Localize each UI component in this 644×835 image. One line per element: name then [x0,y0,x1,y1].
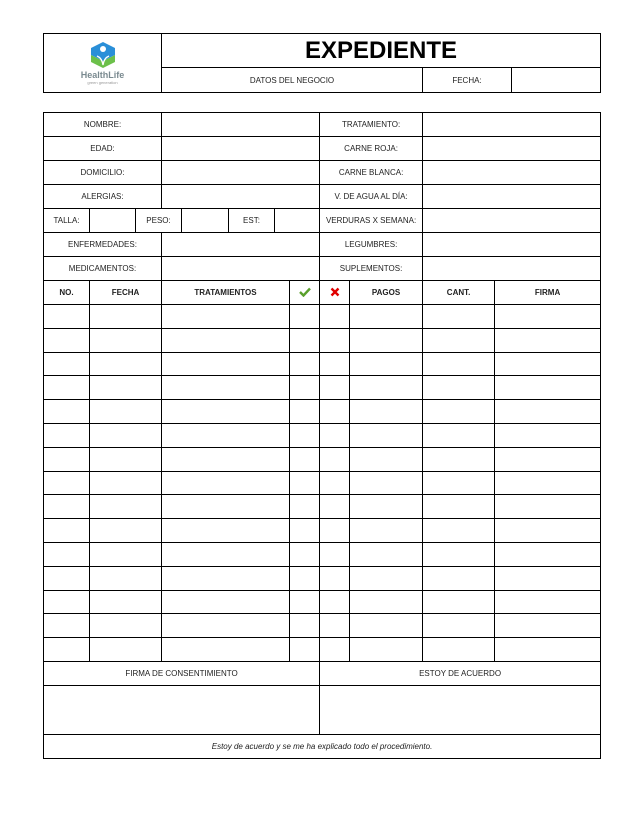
cell-rejected[interactable] [320,542,350,566]
verduras-label: VERDURAS X SEMANA: [320,209,423,233]
consent-signature-field[interactable] [44,685,320,734]
cell-firma[interactable] [495,447,601,471]
business-label: DATOS DEL NEGOCIO [162,68,423,93]
cell-no[interactable] [44,352,90,376]
alergias-label: ALERGIAS: [44,185,162,209]
cell-fecha[interactable] [90,305,162,329]
table-row [44,566,601,590]
date-field[interactable] [512,68,601,93]
cell-rejected[interactable] [320,495,350,519]
cell-pagos[interactable] [350,614,423,638]
cell-pagos[interactable] [350,305,423,329]
agree-signature-field[interactable] [320,685,601,734]
cell-tratamientos[interactable] [162,305,290,329]
cell-no[interactable] [44,519,90,543]
cell-cant[interactable] [423,447,495,471]
cell-cant[interactable] [423,376,495,400]
carne-roja-label: CARNE ROJA: [320,137,423,161]
logo-cell [44,34,162,93]
medicamentos-field[interactable] [162,257,320,281]
cell-firma[interactable] [495,638,601,662]
cell-rejected[interactable] [320,328,350,352]
table-row [44,519,601,543]
cell-approved[interactable] [290,590,320,614]
cell-no[interactable] [44,590,90,614]
table-row [44,590,601,614]
agree-label: ESTOY DE ACUERDO [320,661,601,685]
logo-name: HealthLife [80,70,125,80]
cell-rejected[interactable] [320,423,350,447]
suplementos-label: SUPLEMENTOS: [320,257,423,281]
table-row [44,376,601,400]
table-row [44,495,601,519]
cell-tratamientos[interactable] [162,519,290,543]
col-tratamientos: TRATAMIENTOS [162,281,290,305]
cell-rejected[interactable] [320,614,350,638]
cell-cant[interactable] [423,400,495,424]
col-cant: CANT. [423,281,495,305]
cell-approved[interactable] [290,400,320,424]
cell-no[interactable] [44,614,90,638]
cell-fecha[interactable] [90,352,162,376]
cell-pagos[interactable] [350,447,423,471]
cell-fecha[interactable] [90,519,162,543]
cell-tratamientos[interactable] [162,423,290,447]
record-table [43,112,601,759]
peso-field[interactable] [182,209,229,233]
cell-pagos[interactable] [350,376,423,400]
cell-pagos[interactable] [350,423,423,447]
cell-pagos[interactable] [350,566,423,590]
cell-no[interactable] [44,471,90,495]
cell-cant[interactable] [423,352,495,376]
edad-field[interactable] [162,137,320,161]
alergias-field[interactable] [162,185,320,209]
cell-cant[interactable] [423,590,495,614]
col-fecha: FECHA [90,281,162,305]
cell-pagos[interactable] [350,352,423,376]
col-firma: FIRMA [495,281,601,305]
medicamentos-label: MEDICAMENTOS: [44,257,162,281]
verduras-field[interactable] [423,209,601,233]
cell-pagos[interactable] [350,471,423,495]
cell-rejected[interactable] [320,638,350,662]
cell-approved[interactable] [290,305,320,329]
cell-rejected[interactable] [320,305,350,329]
col-rejected [320,281,350,305]
cell-tratamientos[interactable] [162,447,290,471]
cell-tratamientos[interactable] [162,614,290,638]
cell-pagos[interactable] [350,638,423,662]
cell-rejected[interactable] [320,519,350,543]
cell-no[interactable] [44,495,90,519]
table-row [44,305,601,329]
cell-rejected[interactable] [320,471,350,495]
table-row [44,471,601,495]
cell-firma[interactable] [495,566,601,590]
cell-no[interactable] [44,376,90,400]
domicilio-field[interactable] [162,161,320,185]
table-row [44,447,601,471]
consent-label: FIRMA DE CONSENTIMIENTO [44,661,320,685]
tratamiento-label: TRATAMIENTO: [320,113,423,137]
enfermedades-field[interactable] [162,233,320,257]
cell-approved[interactable] [290,447,320,471]
cell-rejected[interactable] [320,590,350,614]
cell-pagos[interactable] [350,542,423,566]
cell-no[interactable] [44,305,90,329]
cell-firma[interactable] [495,614,601,638]
cell-approved[interactable] [290,519,320,543]
carne-blanca-field[interactable] [423,161,601,185]
tratamiento-field[interactable] [423,113,601,137]
cell-cant[interactable] [423,566,495,590]
table-row [44,328,601,352]
cell-cant[interactable] [423,471,495,495]
cell-rejected[interactable] [320,566,350,590]
cell-tratamientos[interactable] [162,400,290,424]
edad-label: EDAD: [44,137,162,161]
cell-fecha[interactable] [90,328,162,352]
col-approved [290,281,320,305]
healthlife-logo-icon [90,41,116,69]
cell-fecha[interactable] [90,495,162,519]
check-icon [299,287,311,297]
cell-approved[interactable] [290,376,320,400]
cell-firma[interactable] [495,519,601,543]
talla-field[interactable] [90,209,136,233]
cell-fecha[interactable] [90,590,162,614]
cell-cant[interactable] [423,638,495,662]
date-label: FECHA: [423,68,512,93]
cell-fecha[interactable] [90,423,162,447]
table-row [44,542,601,566]
cell-fecha[interactable] [90,542,162,566]
cell-approved[interactable] [290,566,320,590]
cell-approved[interactable] [290,542,320,566]
cell-cant[interactable] [423,423,495,447]
cell-fecha[interactable] [90,638,162,662]
cell-no[interactable] [44,423,90,447]
cell-pagos[interactable] [350,400,423,424]
enfermedades-label: ENFERMEDADES: [44,233,162,257]
col-no: NO. [44,281,90,305]
cell-tratamientos[interactable] [162,495,290,519]
cell-cant[interactable] [423,305,495,329]
nombre-field[interactable] [162,113,320,137]
carne-roja-field[interactable] [423,137,601,161]
cell-tratamientos[interactable] [162,328,290,352]
cell-tratamientos[interactable] [162,471,290,495]
agua-label: V. DE AGUA AL DÍA: [320,185,423,209]
carne-blanca-label: CARNE BLANCA: [320,161,423,185]
cell-fecha[interactable] [90,566,162,590]
cell-no[interactable] [44,542,90,566]
cell-approved[interactable] [290,471,320,495]
talla-label: TALLA: [44,209,90,233]
cell-tratamientos[interactable] [162,542,290,566]
cell-rejected[interactable] [320,352,350,376]
cell-tratamientos[interactable] [162,638,290,662]
cell-firma[interactable] [495,305,601,329]
cell-tratamientos[interactable] [162,566,290,590]
cell-fecha[interactable] [90,447,162,471]
legumbres-label: LEGUMBRES: [320,233,423,257]
cell-cant[interactable] [423,519,495,543]
agreement-statement: Estoy de acuerdo y se me ha explicado todo el procedimiento. [44,734,601,758]
cell-fecha[interactable] [90,471,162,495]
cell-firma[interactable] [495,423,601,447]
cell-no[interactable] [44,638,90,662]
cell-approved[interactable] [290,352,320,376]
cell-firma[interactable] [495,542,601,566]
table-row [44,423,601,447]
logo-tagline: green generation [87,80,118,85]
cell-rejected[interactable] [320,376,350,400]
cell-rejected[interactable] [320,447,350,471]
cell-no[interactable] [44,447,90,471]
cell-approved[interactable] [290,638,320,662]
cell-no[interactable] [44,328,90,352]
cell-firma[interactable] [495,590,601,614]
cell-approved[interactable] [290,328,320,352]
suplementos-field[interactable] [423,257,601,281]
cell-pagos[interactable] [350,590,423,614]
cell-approved[interactable] [290,495,320,519]
peso-label: PESO: [136,209,182,233]
cell-firma[interactable] [495,471,601,495]
domicilio-label: DOMICILIO: [44,161,162,185]
legumbres-field[interactable] [423,233,601,257]
est-label: EST: [229,209,275,233]
table-row [44,400,601,424]
est-field[interactable] [275,209,320,233]
col-pagos: PAGOS [350,281,423,305]
cell-fecha[interactable] [90,400,162,424]
cell-tratamientos[interactable] [162,352,290,376]
cell-cant[interactable] [423,495,495,519]
cell-firma[interactable] [495,376,601,400]
cell-firma[interactable] [495,328,601,352]
cross-icon [330,287,340,297]
cell-tratamientos[interactable] [162,376,290,400]
table-row [44,638,601,662]
cell-cant[interactable] [423,542,495,566]
agua-field[interactable] [423,185,601,209]
table-row [44,614,601,638]
cell-approved[interactable] [290,423,320,447]
cell-cant[interactable] [423,614,495,638]
cell-no[interactable] [44,400,90,424]
cell-pagos[interactable] [350,519,423,543]
cell-pagos[interactable] [350,328,423,352]
cell-fecha[interactable] [90,376,162,400]
header-table [43,33,601,93]
page-title: EXPEDIENTE [162,34,601,68]
cell-tratamientos[interactable] [162,590,290,614]
cell-cant[interactable] [423,328,495,352]
cell-firma[interactable] [495,352,601,376]
cell-fecha[interactable] [90,614,162,638]
cell-approved[interactable] [290,614,320,638]
nombre-label: NOMBRE: [44,113,162,137]
cell-no[interactable] [44,566,90,590]
cell-rejected[interactable] [320,400,350,424]
cell-firma[interactable] [495,495,601,519]
cell-firma[interactable] [495,400,601,424]
table-row [44,352,601,376]
cell-pagos[interactable] [350,495,423,519]
